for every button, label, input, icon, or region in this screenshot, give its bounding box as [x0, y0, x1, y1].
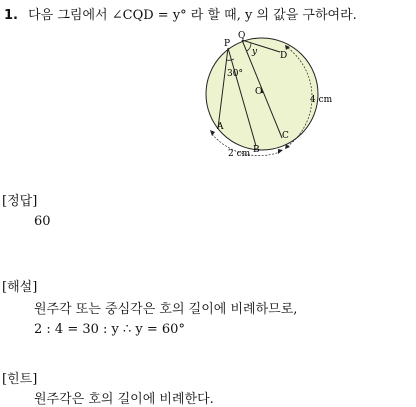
- explanation-heading: [해설]: [2, 280, 38, 295]
- label-angle-30: 30°: [227, 69, 243, 79]
- label-b: B: [253, 145, 260, 155]
- label-p: P: [224, 39, 231, 49]
- label-o: O: [255, 87, 263, 97]
- answer-heading: [정답]: [2, 194, 38, 209]
- arc-dimension-ab-head-left: [210, 130, 215, 136]
- label-a: A: [217, 122, 224, 132]
- answer-value: 60: [34, 214, 51, 229]
- question-text: 다음 그림에서 ∠CQD = y° 라 할 때, y 의 값을 구하여라.: [28, 8, 357, 23]
- label-q: Q: [238, 31, 246, 41]
- circle-figure: [196, 28, 332, 160]
- explanation-line-1: 원주각 또는 중심각은 호의 길이에 비례하므로,: [34, 302, 298, 317]
- hint-line-1: 원주각은 호의 길이에 비례한다.: [34, 392, 214, 407]
- label-angle-y: y: [252, 47, 258, 57]
- question-line: [4, 4, 357, 23]
- label-d: D: [280, 51, 288, 61]
- explanation-line-2: 2 : 4 = 30 : y ∴ y = 60°: [34, 322, 185, 337]
- hint-heading: [힌트]: [2, 372, 38, 387]
- label-arc-ab: 2 cm: [228, 149, 251, 159]
- label-arc-cd: 4 cm: [310, 95, 332, 105]
- question-number: 1.: [4, 8, 18, 23]
- arc-dimension-ab-head-right: [278, 149, 283, 154]
- label-c: C: [282, 131, 289, 141]
